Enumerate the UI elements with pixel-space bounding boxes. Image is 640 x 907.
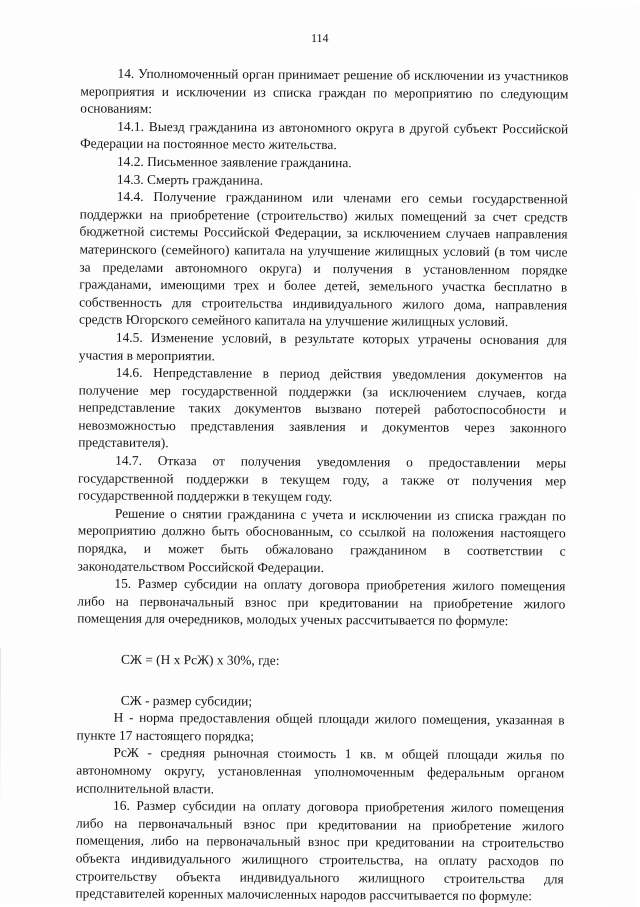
paragraph-14-2: 14.2. Письменное заявление гражданина. — [116, 153, 352, 171]
paragraph-15: 15. Размер субсидии на оплату договора приобретения жилого помещения либо на первоначальный взнос при кредитовании на приобретение жилого помещения для очередников, молодых ученых рассчитывается по формуле: — [77, 575, 566, 629]
formula: СЖ = (Н х РсЖ) х 30%, где: — [120, 651, 280, 668]
scan-edge-line — [0, 648, 1, 898]
page-number: 114 — [310, 30, 329, 46]
document-body — [75, 65, 568, 906]
paragraph-14-1: 14.1. Выезд гражданина из автономного округа в другой субъект Российской Федерации на постоянное место жительства. — [80, 118, 569, 153]
definition-rszh: РсЖ - средняя рыночная стоимость 1 кв. м общей площади жилья по автономному округу, установленная уполномоченным федеральным органом исполнительной власти. — [76, 745, 565, 796]
paragraph-14-3: 14.3. Смерть гражданина. — [116, 171, 264, 188]
paragraph-16: 16. Размер субсидии на оплату договора приобретения жилого помещения либо на первоначальный взнос при кредитовании на приобретение жилого помещения, либо на первоначальный взнос при кредитовании на строительство объекта индивидуального жилищного строительства, на оплату расходов по строительству объекта индивидуального жилищного строительства для представителей коренных малочисленных народов рассчитывается по формуле: — [75, 797, 565, 904]
paragraph-14-6: 14.6. Непредставление в период действия уведомления документов на получение мер государственной поддержки (за исключением случаев, когда непредставление таких документов вызвано потерей работоспособности и невозможностью представления заявления и документов через законного представителя). — [78, 364, 567, 451]
paragraph-decision: Решение о снятии гражданина с учета и исключении из списка граждан по мероприятию должно быть обоснованным, со ссылкой на положения настоящего порядка, и может быть обжаловано гражданином в соответствии с законодательством Российской Федерации. — [77, 505, 566, 575]
definition-n: Н - норма предоставления общей площади жилого помещения, указанная в пункте 17 настоящего порядка; — [76, 709, 565, 744]
paragraph-14-7: 14.7. Отказа от получения уведомления о предоставлении меры государственной поддержки в текущем году, а также от получения мер государственной поддержки в текущем году. — [77, 452, 567, 505]
paragraph-14-4: 14.4. Получение гражданином или членами его семьи государственной поддержки на приобретение (строительство) жилых помещений за счет средств бюджетной системы Российской Федерации, за исключением случаев направления материнского (семейного) капитала на улучшение жилищных условий (в том числе за пределами автономного округа) и получения в установленном порядке гражданами, имеющими трех и более детей, земельного участка бесплатно в собственность для строительства индивидуального жилого дома, направления средств Югорского семейного капитала на улучшение жилищных условий. — [78, 188, 568, 330]
paragraph-14-5: 14.5. Изменение условий, в результате которых утрачены основания для участия в мероприятии. — [78, 329, 567, 363]
paragraph-14: 14. Уполномоченный орган принимает решение об исключении из участников мероприятия и исключении из списка граждан по мероприятию по следующим основаниям: — [80, 65, 569, 117]
definition-szh: СЖ - размер субсидии; — [120, 692, 253, 709]
